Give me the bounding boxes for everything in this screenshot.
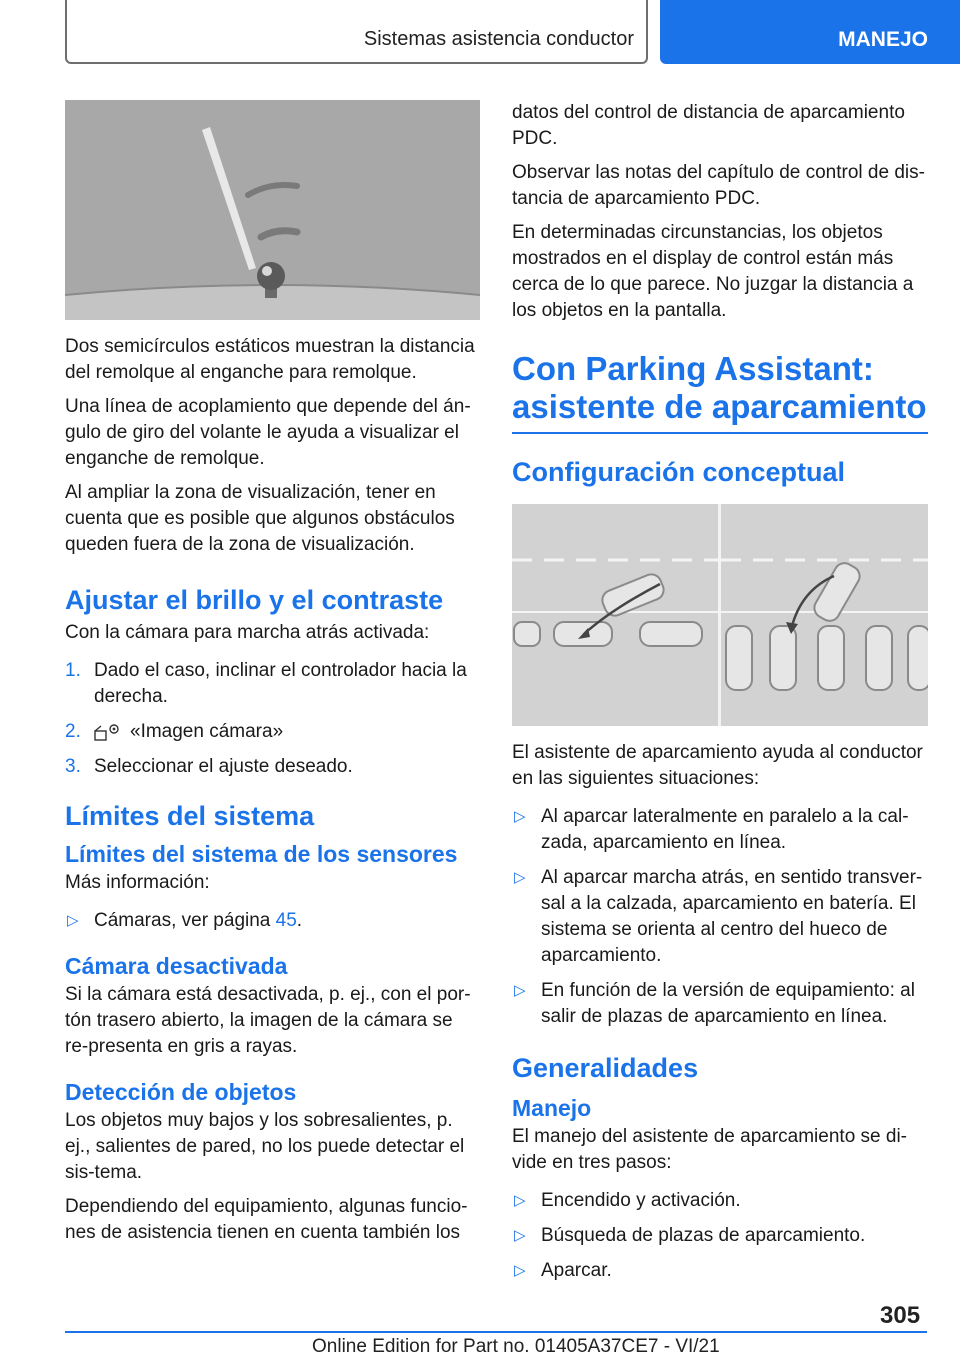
list-item: 1. Dado el caso, inclinar el controlador hacia la derecha. xyxy=(65,660,467,707)
heading-manejo: Manejo xyxy=(512,1095,592,1121)
list-item: ▷ Búsqueda de plazas de aparcamiento. xyxy=(514,1225,866,1246)
chapter-tab xyxy=(65,0,648,64)
page-number: 305 xyxy=(880,1302,921,1329)
heading-deteccion: Detección de objetos xyxy=(65,1079,297,1105)
page-header xyxy=(0,0,960,66)
page-link[interactable]: 45 xyxy=(275,910,297,931)
list-item: ▷ Cámaras, ver página 45. xyxy=(67,910,303,931)
left-column xyxy=(65,100,480,1254)
paragraph: Dos semicírculos estáticos muestran la distancia del remolque al enganche para remolque. xyxy=(65,336,475,383)
list-item: ▷ Encendido y activación. xyxy=(514,1190,741,1211)
paragraph: Con la cámara para marcha atrás activada: xyxy=(65,622,430,643)
section-tab xyxy=(660,0,960,64)
heading-limites: Límites del sistema xyxy=(65,801,315,831)
heading-brillo: Ajustar el brillo y el contraste xyxy=(65,585,444,615)
paragraph: Una línea de acoplamiento que depende del án-gulo de giro del volante le ayuda a visualizar el enganche de remolque. xyxy=(65,396,471,469)
heading-config: Configuración conceptual xyxy=(512,457,846,487)
paragraph: datos del control de distancia de aparcamiento PDC. xyxy=(512,102,905,149)
paragraph: Dependiendo del equipamiento, algunas funcio-nes de asistencia tienen en cuenta también los xyxy=(65,1196,468,1243)
paragraph: El manejo del asistente de aparcamiento se di-vide en tres pasos: xyxy=(512,1126,908,1173)
paragraph: Observar las notas del capítulo de control de dis-tancia de aparcamiento PDC. xyxy=(512,162,925,209)
paragraph: Si la cámara está desactivada, p. ej., con el por-tón trasero abierto, la imagen de la cámara se re-presenta en gris a rayas. xyxy=(65,984,471,1057)
footer-divider xyxy=(65,1331,927,1333)
list-item: ▷ Al aparcar lateralmente en paralelo a la cal-zada, aparcamiento en línea. xyxy=(514,806,909,853)
paragraph: Al ampliar la zona de visualización, tener en cuenta que es posible que algunos obstáculos queden fuera de la zona de visualización. xyxy=(65,482,455,555)
edition-footer: Online Edition for Part no. 01405A37CE7 - VI/21 xyxy=(312,1336,720,1357)
chapter-title: Sistemas asistencia conductor xyxy=(363,28,634,50)
heading-generalidades: Generalidades xyxy=(512,1053,699,1083)
paragraph: El asistente de aparcamiento ayuda al conductor en las siguientes situaciones: xyxy=(512,742,923,789)
list-item: ▷ Aparcar. xyxy=(514,1260,612,1281)
paragraph: Más información: xyxy=(65,872,210,893)
heading-parking: Con Parking Assistant: asistente de aparcamiento xyxy=(512,350,928,434)
list-item: 2. «Imagen cámara» xyxy=(65,721,284,742)
list-item: ▷ En función de la versión de equipamiento: al salir de plazas de aparcamiento en línea. xyxy=(514,980,915,1027)
paragraph: En determinadas circunstancias, los objetos mostrados en el display de control están más cerca de lo que parece. No juzgar la distancia a los objetos en la pantalla. xyxy=(512,222,914,321)
right-column xyxy=(512,100,928,1293)
heading-desactivada: Cámara desactivada xyxy=(65,953,288,979)
camera-settings-icon xyxy=(94,722,120,742)
trailer-hitch-figure xyxy=(65,100,480,320)
list-item: 3. Seleccionar el ajuste deseado. xyxy=(65,756,353,777)
heading-sensores: Límites del sistema de los sensores xyxy=(65,841,458,867)
section-label: MANEJO xyxy=(838,28,928,51)
list-item: ▷ Al aparcar marcha atrás, en sentido transver-sal a la calzada, aparcamiento en batería. El sistema se orienta al centro del hueco de aparcamiento. xyxy=(514,867,923,966)
paragraph: Los objetos muy bajos y los sobresalientes, p. ej., salientes de pared, no los puede detectar el sis-tema. xyxy=(65,1110,465,1183)
parking-diagram-figure xyxy=(512,504,928,726)
